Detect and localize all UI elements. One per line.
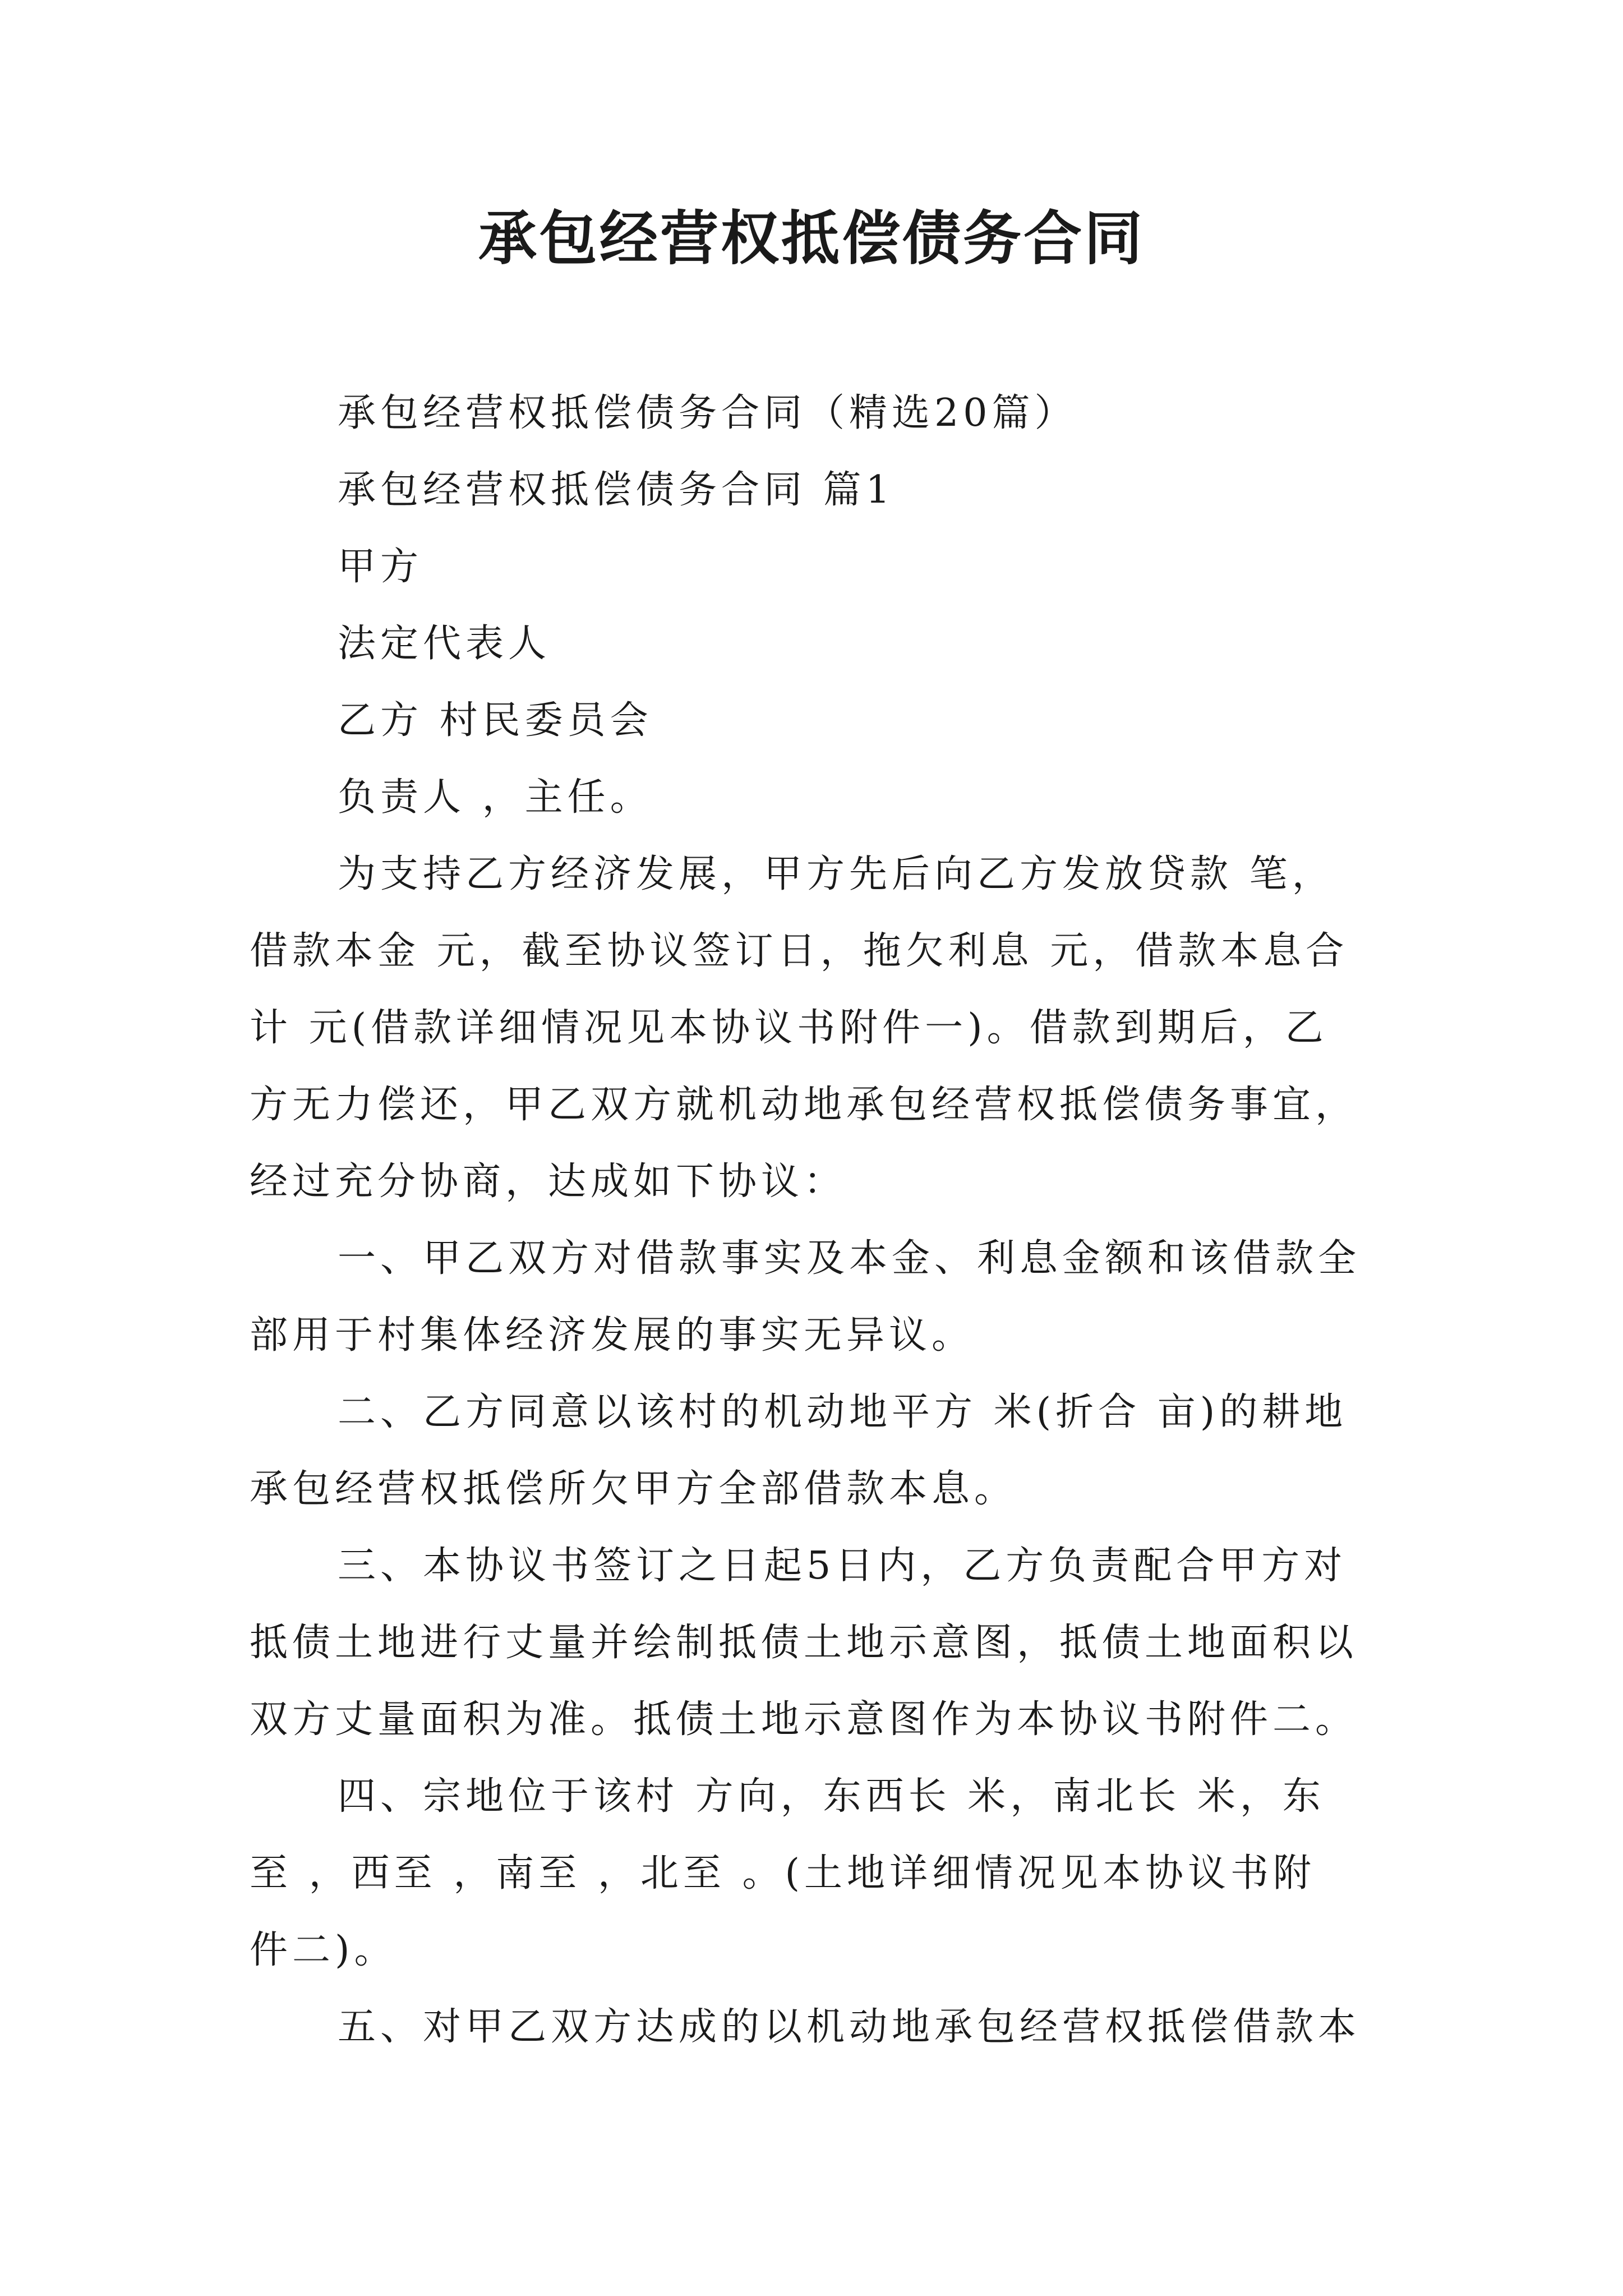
paragraph-line: 为支持乙方经济发展，甲方先后向乙方发放贷款 笔， bbox=[338, 852, 1335, 896]
responsible-person-label: 负责人 ，主任。 bbox=[338, 775, 653, 820]
paragraph-line: 借款本金 元，截至协议签订日，拖欠利息 元，借款本息合 bbox=[250, 929, 1349, 973]
paragraph-line: 经过充分协商，达成如下协议： bbox=[250, 1159, 847, 1204]
paragraph-line: 一、甲乙双方对借款事实及本金、利息金额和该借款全 bbox=[338, 1236, 1361, 1281]
paragraph-line: 方无力偿还，甲乙双方就机动地承包经营权抵偿债务事宜， bbox=[250, 1083, 1358, 1127]
clause-4 bbox=[250, 1758, 1388, 1989]
paragraph-line: 二、乙方同意以该村的机动地平方 米(折合 亩)的耕地 bbox=[338, 1390, 1348, 1434]
section-heading: 承包经营权抵偿债务合同 篇1 bbox=[338, 468, 895, 512]
paragraph-line: 部用于村集体经济发展的事实无异议。 bbox=[250, 1313, 975, 1358]
paragraph-line: 件二)。 bbox=[250, 1928, 397, 1972]
clause-1 bbox=[250, 1220, 1388, 1374]
document-body bbox=[250, 375, 1388, 2065]
subtitle-line: 承包经营权抵偿债务合同（精选20篇） bbox=[338, 391, 1077, 435]
party-a-label: 甲方 bbox=[338, 545, 423, 589]
paragraph-intro bbox=[250, 836, 1388, 1220]
party-b-label: 乙方 村民委员会 bbox=[338, 698, 653, 743]
paragraph-line: 至 ，西至 ，南至 ，北至 。(土地详细情况见本协议书附 bbox=[250, 1851, 1316, 1895]
paragraph-line: 双方丈量面积为准。抵债土地示意图作为本协议书附件二。 bbox=[250, 1697, 1358, 1742]
paragraph-line: 抵债土地进行丈量并绘制抵债土地示意图，抵债土地面积以 bbox=[250, 1621, 1358, 1665]
paragraph-line: 计 元(借款详细情况见本协议书附件一)。借款到期后，乙 bbox=[250, 1006, 1328, 1050]
paragraph-line: 三、本协议书签订之日起5日内，乙方负责配合甲方对 bbox=[338, 1544, 1347, 1588]
document-title: 承包经营权抵偿债务合同 bbox=[478, 204, 1145, 273]
paragraph-line: 承包经营权抵偿所欠甲方全部借款本息。 bbox=[250, 1467, 1017, 1511]
clause-5 bbox=[250, 1989, 1388, 2065]
paragraph-line: 五、对甲乙双方达成的以机动地承包经营权抵偿借款本 bbox=[338, 2005, 1361, 2049]
legal-representative-label: 法定代表人 bbox=[338, 622, 551, 666]
paragraph-line: 四、宗地位于该村 方向，东西长 米，南北长 米，东 bbox=[338, 1774, 1325, 1819]
clause-2 bbox=[250, 1374, 1388, 1527]
clause-3 bbox=[250, 1527, 1388, 1758]
